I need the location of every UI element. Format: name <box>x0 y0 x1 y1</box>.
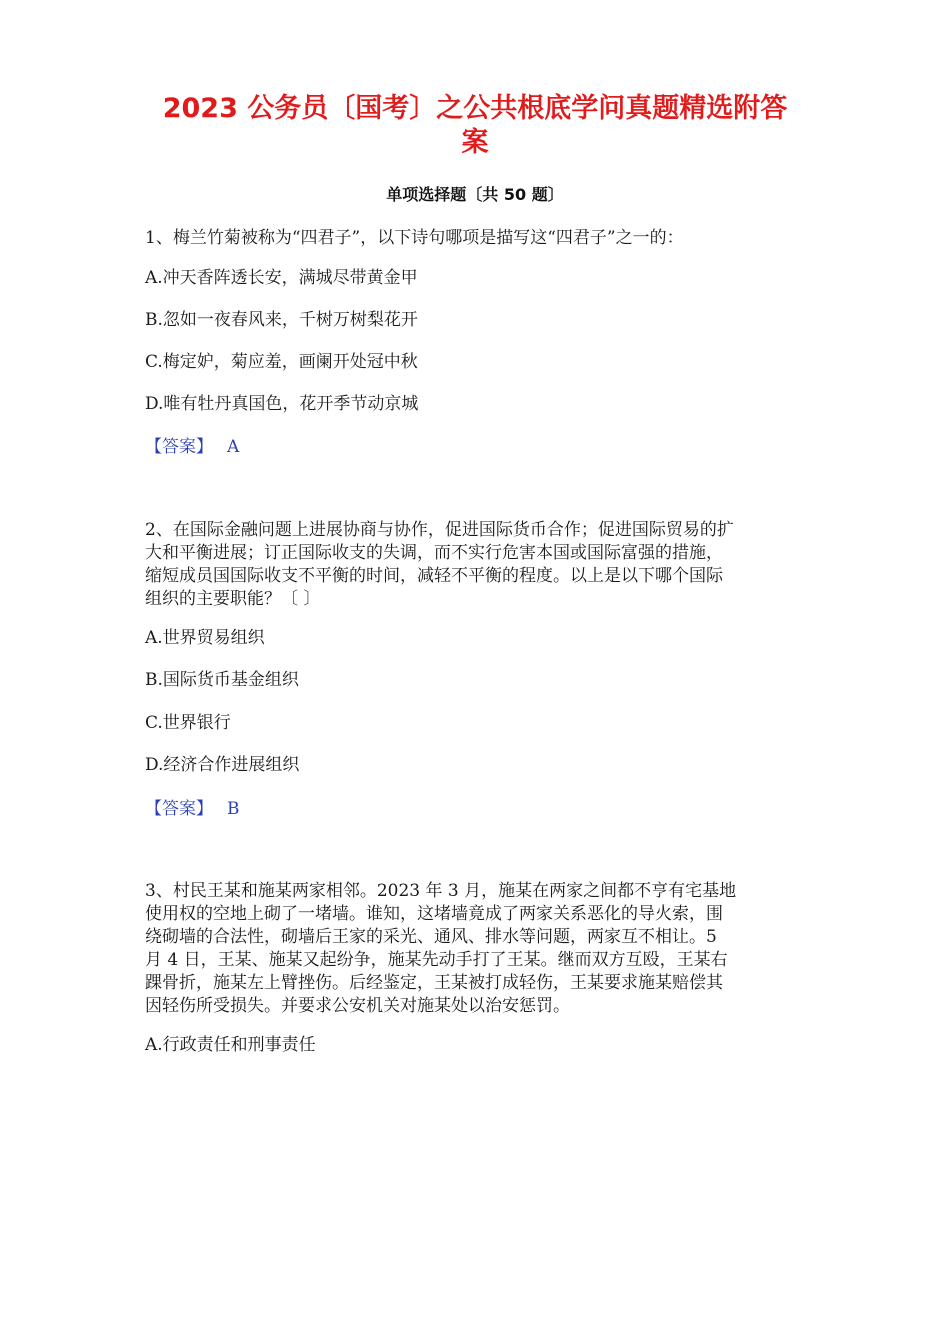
question-3-stem-line-2: 使用权的空地上砌了一堵墙。谁知，这堵墙竟成了两家关系恶化的导火索，围 <box>145 904 723 924</box>
document-title-line-2: 案 <box>461 127 489 158</box>
question-3-stem-line-4: 月 4 日，王某、施某又起纷争，施某先动手打了王某。继而双方互殴，王某右 <box>145 950 728 970</box>
question-1-answer <box>145 435 239 459</box>
question-2-option-c: C.世界银行 <box>145 713 231 733</box>
section-title: 单项选择题〔共 50 题〕 <box>386 185 564 204</box>
answer-value: B <box>227 799 240 819</box>
question-1-option-d: D.唯有牡丹真国色，花开季节动京城 <box>145 394 419 414</box>
answer-label: 【答案】 <box>145 799 213 819</box>
question-1-option-b: B.忽如一夜春风来，千树万树梨花开 <box>145 310 418 330</box>
answer-value: A <box>227 437 240 457</box>
question-1-stem: 1、梅兰竹菊被称为“四君子”，以下诗句哪项是描写这“四君子”之一的： <box>145 228 684 248</box>
answer-label: 【答案】 <box>145 437 213 457</box>
question-2-stem-line-1: 2、在国际金融问题上进展协商与协作，促进国际货币合作；促进国际贸易的扩 <box>145 520 734 540</box>
question-2-option-b: B.国际货币基金组织 <box>145 670 299 690</box>
question-3-stem-line-6: 因轻伤所受损失。并要求公安机关对施某处以治安惩罚。 <box>145 996 570 1016</box>
question-3-stem-line-3: 绕砌墙的合法性，砌墙后王家的采光、通风、排水等问题，两家互不相让。5 <box>145 927 717 947</box>
question-2-stem-line-3: 缩短成员国国际收支不平衡的时间，减轻不平衡的程度。以上是以下哪个国际 <box>145 566 723 586</box>
question-2-answer <box>145 797 240 821</box>
question-3-option-a: A.行政责任和刑事责任 <box>145 1035 316 1055</box>
question-3-stem-line-5: 踝骨折，施某左上臂挫伤。后经鉴定，王某被打成轻伤，王某要求施某赔偿其 <box>145 973 723 993</box>
question-2-option-d: D.经济合作进展组织 <box>145 755 300 775</box>
question-2-option-a: A.世界贸易组织 <box>145 628 265 648</box>
document-title-line-1: 2023 公务员〔国考〕之公共根底学问真题精选附答 <box>162 93 788 124</box>
question-1-option-c: C.梅定妒，菊应羞，画阑开处冠中秋 <box>145 352 418 372</box>
question-2-stem-line-2: 大和平衡进展；订正国际收支的失调，而不实行危害本国或国际富强的措施， <box>145 543 723 563</box>
question-1-option-a: A.冲天香阵透长安，满城尽带黄金甲 <box>145 268 418 288</box>
question-2-stem-line-4: 组织的主要职能？〔 〕 <box>145 589 321 609</box>
question-3-stem-line-1: 3、村民王某和施某两家相邻。2023 年 3 月，施某在两家之间都不亨有宅基地 <box>145 881 737 901</box>
